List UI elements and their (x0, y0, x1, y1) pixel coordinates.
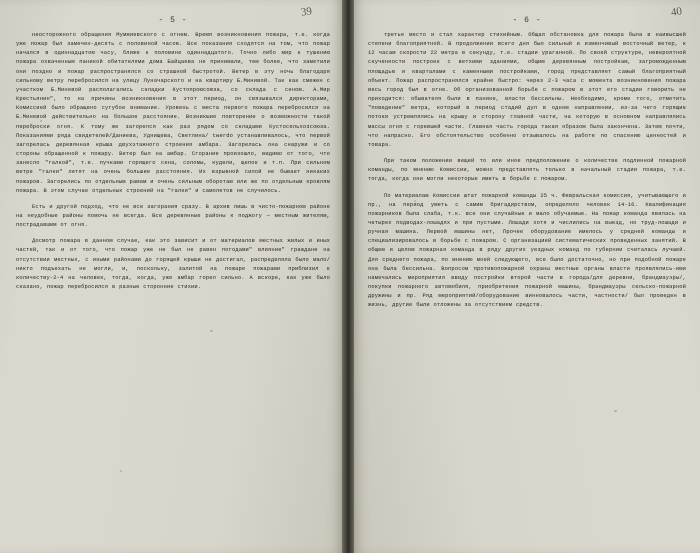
paper-speck (40, 120, 42, 122)
page-corner-mark-left: 39 (300, 5, 313, 19)
paragraph: Есть и другой подход, что не все загорания сразу. В архив лишь в чисто-пожарном районе на неудобные районы помочь не всегда. Все деревянные районы к поджогу — местным жителям, пострадавшим от огня. (16, 203, 330, 229)
page-corner-mark-right: 40 (670, 5, 683, 19)
paragraph: третье место и стал характер стихийным. Общая обстановка для пожара была в наивысшей степени благоприятной. В продолжении всего дня был сильный и изменчивый восточный ветер, к 12 часам скорости 22 метра в секунду, т.е. стадии ураганной. По своей структуре, невероятной скученности построек с ветхими зданиями, общим деревянным постройкам, загроможденным площадью и кварталами с каменными постройками, город представляет самый благоприятный объект. Пожар распространялся крайне быстро: через 2-3 часа с момента возникновения пожара весь город был в огне. Об организованной борьбе с пожаром в этот его стадии говорить не приходится: обывателя были в панике, власти бессильны. Необходимо, кроме того, отметить "поведение" ветра, который в период стадий дул в одном направлении, из-за чего горящие потоки устремлялись на крышу и сторону главной части, на которую в основном направлялись массы огня с горевшей части. Главная часть города такая образом была закончена. Затем почти, что напрасно. Его обстоятельство особенно отзывалось на работе по спасению ценностей и товара. (368, 32, 686, 148)
paper-speck (120, 470, 122, 472)
paragraph: Досмотр пожара в данном случае, как это зависит и от материалов местных жилых и иных частей, так и от того, что пожар уже не был не равен погодами" влияние" граждане на отсутствии местных, с иными районами до горящей крыши не достигал, распределяла было мало/ никто подъехать не могли, и, поскольку, залитой на пожаре пожарами приблизил к количеству-2-4 на человек, тогда, когда, уже амбар горел сильно. А вскоре, как уже было сказано, пожар перебросился в разные сторонние стихии. (16, 238, 330, 291)
paper-speck (614, 410, 617, 412)
page-number-right: - 6 - (512, 16, 542, 25)
book-gutter (342, 0, 354, 553)
paper-speck (210, 330, 213, 332)
document-page-left (0, 0, 342, 553)
page-body-right (368, 31, 686, 311)
paragraph: При таком положении вещей то или иное предположение о количестве подлинной пожарной команды, по мнению Комиссии, можно представлять только в начальный стадии пожара, т.е. тогда, когда они могли некоторые иметь в борьбе с пожаром. (368, 158, 686, 183)
paragraph: неосторожного обращения Мумжиевского с огнем. Время возникновения пожара, т.е. когда уже пожар был замечен-десять с половиной часов. Все показания сходятся на том, что пожар начался в одиннадцатом часу, ближе к половине одиннадцатого. Точно либо мир к тушению пожара охваченным паникой обитателями дома Байцаева не принимали, тем более, что заметили они поздно и пожар распространялся со страшной быстротой. Ветер в эту ночь благодаря сильному ветру перебросился на улицу Луначарского и на квартиру Б.Минивой. Так как смежен с участком Б.Миневой располагались складки Кустопромсоюза, со склада с сеном. А.Мир Крестьянин", то на причины возникновения в этот период, он связывался директорами, Комиссией было обращено сугубое внимание. Уровень с места первого пожара перебросился на Б.Миневой действительно на большое расстояние. Возникшие повторение о возможности такой переброски огня. К тому же загорелся как раз рядом со складами Кустосельхозсоюза. Показаниями ряда свидетелей/Даниева, Уднищева, Светлина/ twerdo устанавливалось, что первой загорелась деревянная крыша двухэтажного строения амбара. Загорелась она снаружи и со стороны обращенной к пожару. Ветер был на амбар. Сгорание произошло, видимо от того, что занесло "галкой", т.е. пучками горящего сена, соломы, кудели, щепок и т.п. При сильном ветре "галки" летят на очень большие расстояния. Их взрывной силой не бывает никаких пожаров. Загорелись по отдельным рамам и очень сильным оборотам или же по отдельным кровлям пожара. В этом случае отдельных строений на "галки" и самолетов не случилось. (16, 32, 330, 194)
document-page-right (354, 0, 700, 553)
page-number-left: - 5 - (158, 16, 188, 25)
paper-speck (414, 200, 416, 202)
paragraph: По материалам Комиссии штат пожарной команды 25 ч. Февральская комиссия, учитывающего и пр., на период уметь с самим бригадирством, определяло человек 14-16. Квалификация пожарников была слаба, т.к. все они случайные и мало обучаемые. На пожар команда явилась на четырех подводах-лошадях и при пустыми. Лошади хотя и числились на выезд, но труд-лошади и ручная машина. Первой машины нет, Прочее оборудование имелось у средней команды и специализировалось в борьбе с пожаром. С организацией систематических проведенных занятий. В общем и целом пожарная команда в ряду других уездных команд по губернии считалась лучшей. Для среднего пожара, по мнению моей следующего, все было достаточно, но при подобной пожаре она была бессильна. Вопросом противопожарной охраны местные органы власти проявлялись-ими намечались мероприятия ввиду постройки второй части в города/для деревни, брандмауэры/, покупки пожарного автомобиля, приобретения пожарной машины, брандмауэры сельско-пожарной дружины и пр. Ряд мероприятий/оборудование винновалось части, частности/ был проведен в жизнь, другие были отложены за отсутствием средств. (368, 192, 686, 309)
page-body-left (16, 31, 330, 292)
